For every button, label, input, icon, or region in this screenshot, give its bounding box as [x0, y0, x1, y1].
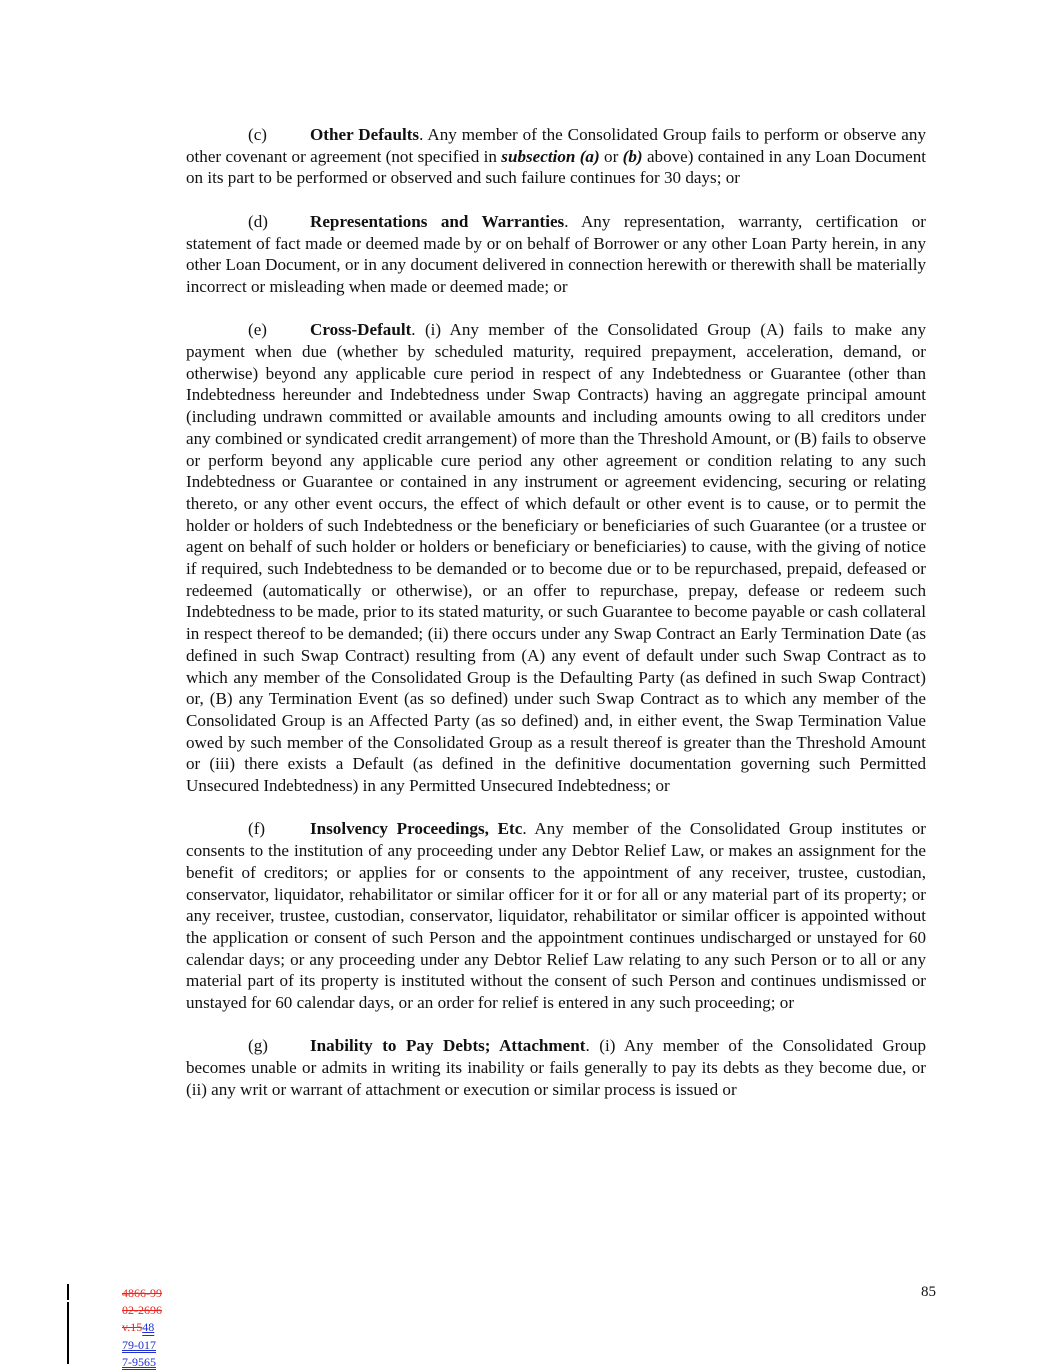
doc-id-line [122, 1302, 162, 1319]
change-bar [67, 1302, 69, 1364]
doc-id-line [122, 1337, 162, 1354]
document-id-redline [122, 1285, 162, 1371]
inserted-text: 79-017 [122, 1337, 156, 1352]
doc-id-line [122, 1319, 162, 1336]
doc-id-line [122, 1285, 162, 1302]
paragraph-label: (e) [248, 320, 267, 340]
inserted-text: 7-9565 [122, 1354, 156, 1369]
paragraph-label: (c) [248, 125, 267, 144]
paragraph-text: above) contained in any Loan Document on its part to be performed or observed and such failure continues for 30 days; or [186, 146, 926, 188]
paragraph-heading: Representations and Warranties [310, 211, 565, 231]
paragraph-text: . Any representation, warranty, certification or statement of fact made or deemed made by or on behalf of Borrower or any other Loan Party herein, in any other Loan Document, or in any document delivered in connection herewith or therewith shall be materially incorrect or misleading when made or deemed made; or [186, 211, 926, 296]
paragraph-text: . Any member of the Consolidated Group fails to perform or observe any other covenant or agreement (not specified in [186, 125, 926, 166]
doc-id-line [122, 1354, 162, 1371]
subsection-reference: (b) [622, 146, 643, 166]
paragraph-label: (d) [248, 211, 268, 231]
deleted-text: v.15 [122, 1320, 143, 1335]
paragraph-text: . Any member of the Consolidated Group institutes or consents to the institution of any proceeding under any Debtor Relief Law, or makes an assignment for the benefit of creditors; or applies for or consents to the appointment of any receiver, trustee, custodian, conservator, liquidator, rehabilitator or similar officer for it or for all or any material part of its property; or any receiver, trustee, custodian, conservator, liquidator, rehabilitator or similar officer is appointed without the application or consent of such Person and the appointment continues undischarged or unstayed for 60 calendar days; or any proceeding under any Debtor Relief Law relating to any such Person or to all or any material part of its property is instituted without the consent of such Person and continues undismissed or unstayed for 60 calendar days, or an order for relief is entered in any such proceeding; or [186, 819, 926, 1013]
subsection-reference: subsection (a) [501, 146, 600, 166]
change-bar [67, 1284, 69, 1300]
paragraph-text: . (i) Any member of the Consolidated Group (A) fails to make any payment when due (whether by scheduled maturity, required prepayment, acceleration, demand, or otherwise) beyond any applicable cure period in respect of any Indebtedness or Guarantee (other than Indebtedness hereunder and Indebtedness under Swap Contracts) having an aggregate principal amount (including undrawn committed or available amounts and including amounts owing to all creditors under any combined or syndicated credit arrangement) of more than the Threshold Amount, or (B) fails to observe or perform beyond any applicable cure period any other agreement or condition relating to any such Indebtedness or Guarantee or contained in any instrument or agreement evidencing, securing or relating thereto, or any other event occurs, the effect of which default or other event is to cause, or to permit the holder or holders of such Indebtedness or the beneficiary or beneficiaries of such Guarantee (or a trustee or agent on behalf of such holder or holders or beneficiary or beneficiaries) to cause, with the giving of notice if required, such Indebtedness to be demanded or to become due or to be repurchased, prepaid, defeased or redeemed (automatically or otherwise), or an offer to repurchase, prepay, defease or redeem such Indebtedness to be made, prior to its stated maturity, or such Guarantee to become payable or cash collateral in respect thereof to be demanded; (ii) there occurs under any Swap Contract an Early Termination Date (as defined in such Swap Contract) resulting from (A) any event of default under such Swap Contract as to which any member of the Consolidated Group is the Defaulting Party (as defined in such Swap Contract) or, (B) any Termination Event (as so defined) under such Swap Contract as to which any member of the Consolidated Group is an Affected Party (as so defined) and, in either event, the Swap Termination Value owed by such member of the Consolidated Group as a result thereof is greater than the Threshold Amount or (iii) there exists a Default (as defined in the definitive documentation governing such Permitted Unsecured Indebtedness) in any Permitted Unsecured Indebtedness; or [186, 320, 926, 796]
paragraph-g-inability-to-pay [186, 1035, 926, 1100]
paragraph-text: or [599, 146, 623, 166]
paragraph-f-insolvency [186, 818, 926, 1013]
document-body [186, 124, 926, 1122]
paragraph-label: (g) [248, 1036, 268, 1056]
paragraph-heading: Inability to Pay Debts; Attachment [310, 1036, 586, 1056]
paragraph-e-cross-default [186, 319, 926, 796]
deleted-text: 02-2696 [122, 1303, 162, 1318]
paragraph-label: (f) [248, 819, 266, 839]
page-number: 85 [921, 1284, 936, 1300]
paragraph-heading: Insolvency Proceedings, Etc [310, 819, 523, 839]
paragraph-d-representations [186, 211, 926, 298]
paragraph-heading: Other Defaults [310, 125, 420, 144]
deleted-text: 4866-99 [122, 1286, 162, 1300]
paragraph-c-other-defaults [186, 124, 926, 189]
paragraph-heading: Cross-Default [310, 320, 412, 340]
inserted-text: 48 [142, 1320, 155, 1335]
paragraph-text: . (i) Any member of the Consolidated Group becomes unable or admits in writing its inability or fails generally to pay its debts as they become due, or (ii) any writ or warrant of attachment or execution or similar process is issued or [186, 1036, 926, 1099]
